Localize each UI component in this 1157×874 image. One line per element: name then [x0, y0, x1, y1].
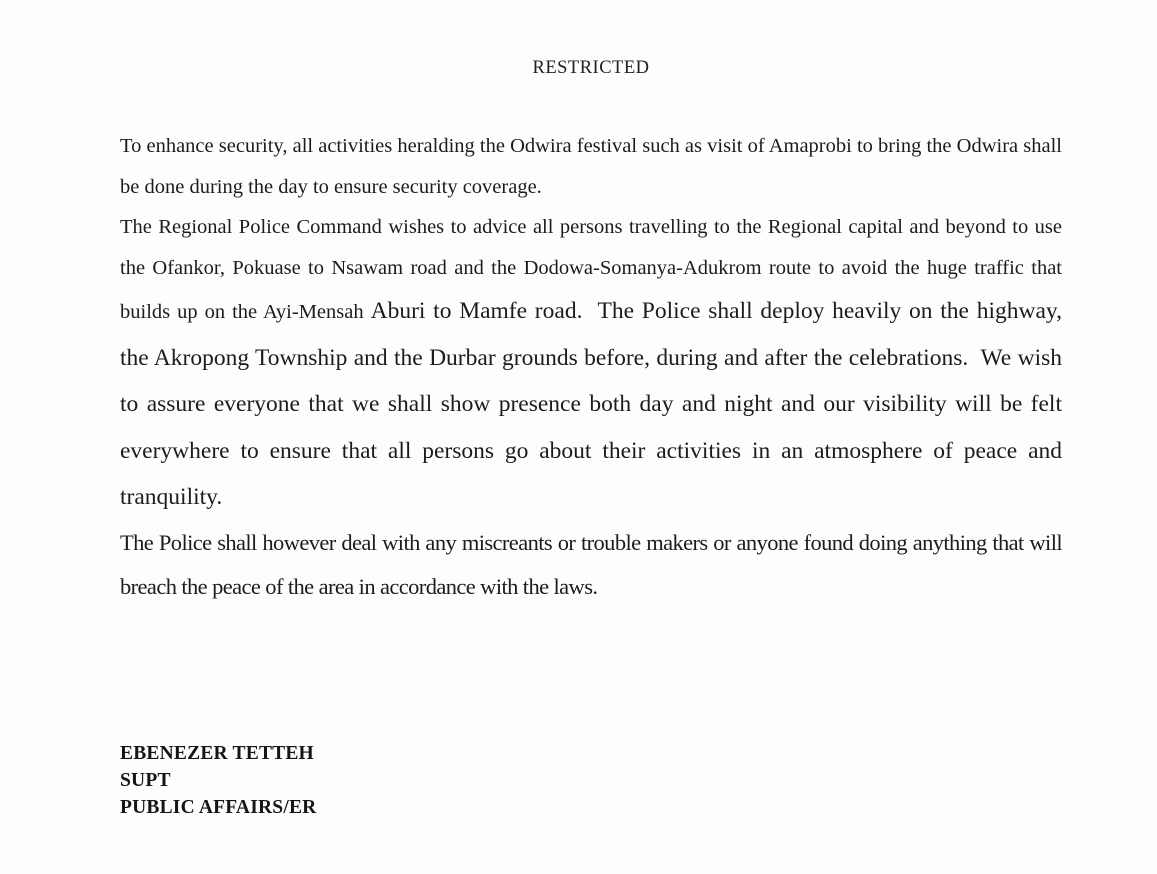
signature-block [120, 740, 316, 821]
paragraph [120, 207, 1062, 521]
text-segment: To enhance security, all activities heralding the Odwira festival such as visit of Amaprobi to bring the Odwira shall be done during the day to ensure security coverage. [120, 135, 1062, 198]
text-segment: The Regional Police Command wishes to advice all persons travelling to the Regional capital and beyond to use the Ofankor, Pokuase to Nsawam road and the Dodowa-Somanya-Adukrom route to avoid the huge traffic that builds up on the Ayi-Mensah [120, 216, 1062, 324]
signatory-name: EBENEZER TETTEH [120, 743, 314, 764]
classification-header: RESTRICTED [532, 58, 650, 78]
text-segment: The Police shall however deal with any miscreants or trouble makers or anyone found doing anything that will breach the peace of the area in accordance with the laws. [120, 529, 1062, 600]
document-body [120, 126, 1062, 610]
signatory-rank: SUPT [120, 770, 171, 791]
signatory-office: PUBLIC AFFAIRS/ER [120, 797, 317, 818]
paragraph [120, 126, 1062, 207]
paragraph [120, 521, 1062, 610]
text-segment: Aburi to Mamfe road. The Police shall deploy heavily on the highway, the Akropong Township and the Durbar grounds before, during and after the celebrations. We wish to assure everyone that we shall show presence both day and night and our visibility will be felt everywhere to ensure that all persons go about their activities in an atmosphere of peace and tranquility. [120, 298, 1062, 511]
